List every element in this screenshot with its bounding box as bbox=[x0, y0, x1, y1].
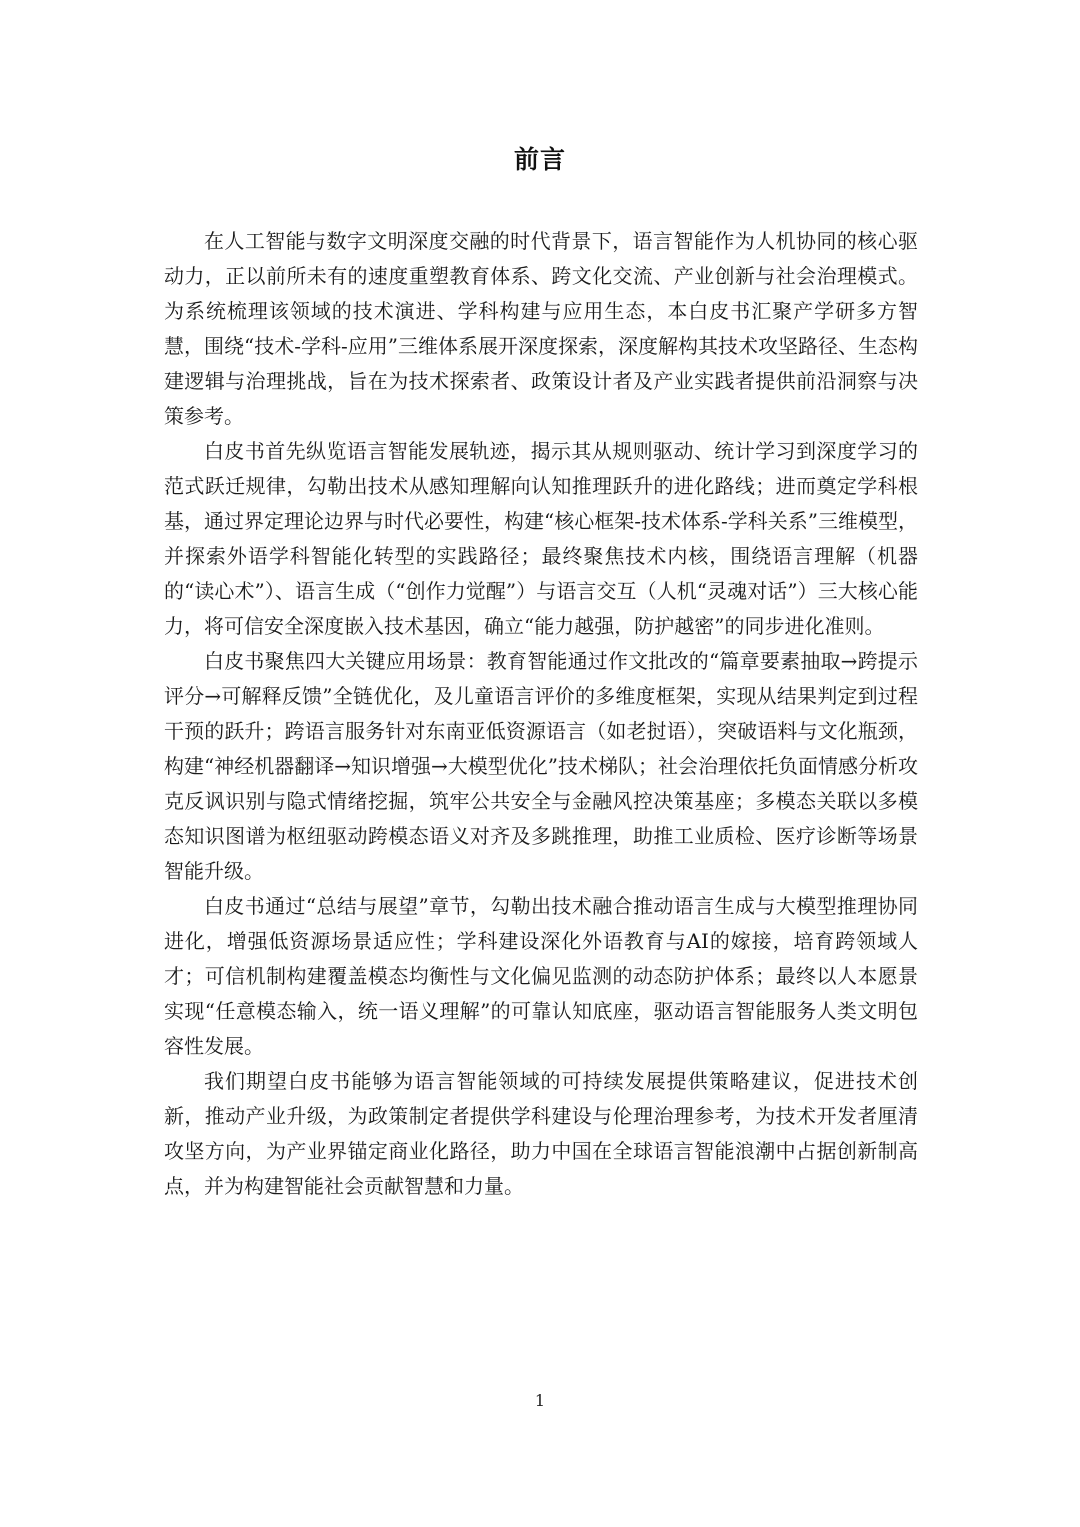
paragraph: 白皮书首先纵览语言智能发展轨迹，揭示其从规则驱动、统计学习到深度学习的范式跃迁规律，勾勒出技术从感知理解向认知推理跃升的进化路线；进而奠定学科根基，通过界定理论边界与时代必要性，构建“核心框架-技术体系-学科关系”三维模型，并探索外语学科智能化转型的实践路径；最终聚焦技术内核，围绕语言理解（机器的“读心术”）、语言生成（“创作力觉醒”）与语言交互（人机“灵魂对话”）三大核心能力，将可信安全深度嵌入技术基因，确立“能力越强，防护越密”的同步进化准则。 bbox=[164, 439, 918, 638]
paragraph: 我们期望白皮书能够为语言智能领域的可持续发展提供策略建议，促进技术创新，推动产业升级，为政策制定者提供学科建设与伦理治理参考，为技术开发者厘清攻坚方向，为产业界锚定商业化路径，助力中国在全球语言智能浪潮中占据创新制高点，并为构建智能社会贡献智慧和力量。 bbox=[164, 1069, 918, 1198]
page-title: 前言 bbox=[513, 145, 566, 174]
paragraph: 在人工智能与数字文明深度交融的时代背景下，语言智能作为人机协同的核心驱动力，正以前所未有的速度重塑教育体系、跨文化交流、产业创新与社会治理模式。为系统梳理该领域的技术演进、学科构建与应用生态，本白皮书汇聚产学研多方智慧，围绕“技术-学科-应用”三维体系展开深度探索，深度解构其技术攻坚路径、生态构建逻辑与治理挑战，旨在为技术探索者、政策设计者及产业实践者提供前沿洞察与决策参考。 bbox=[164, 229, 918, 428]
page-number: 1 bbox=[534, 1391, 546, 1410]
body-text bbox=[164, 224, 918, 1204]
paragraph: 白皮书通过“总结与展望”章节，勾勒出技术融合推动语言生成与大模型推理协同进化，增强低资源场景适应性；学科建设深化外语教育与AI的嫁接，培育跨领域人才；可信机制构建覆盖模态均衡性与文化偏见监测的动态防护体系；最终以人本愿景实现“任意模态输入，统一语义理解”的可靠认知底座，驱动语言智能服务人类文明包容性发展。 bbox=[164, 894, 918, 1058]
paragraph: 白皮书聚焦四大关键应用场景：教育智能通过作文批改的“篇章要素抽取→跨提示评分→可解释反馈”全链优化，及儿童语言评价的多维度框架，实现从结果判定到过程干预的跃升；跨语言服务针对东南亚低资源语言（如老挝语），突破语料与文化瓶颈，构建“神经机器翻译→知识增强→大模型优化”技术梯队；社会治理依托负面情感分析攻克反讽识别与隐式情绪挖掘，筑牢公共安全与金融风控决策基座；多模态关联以多模态知识图谱为枢纽驱动跨模态语义对齐及多跳推理，助推工业质检、医疗诊断等场景智能升级。 bbox=[164, 649, 918, 883]
